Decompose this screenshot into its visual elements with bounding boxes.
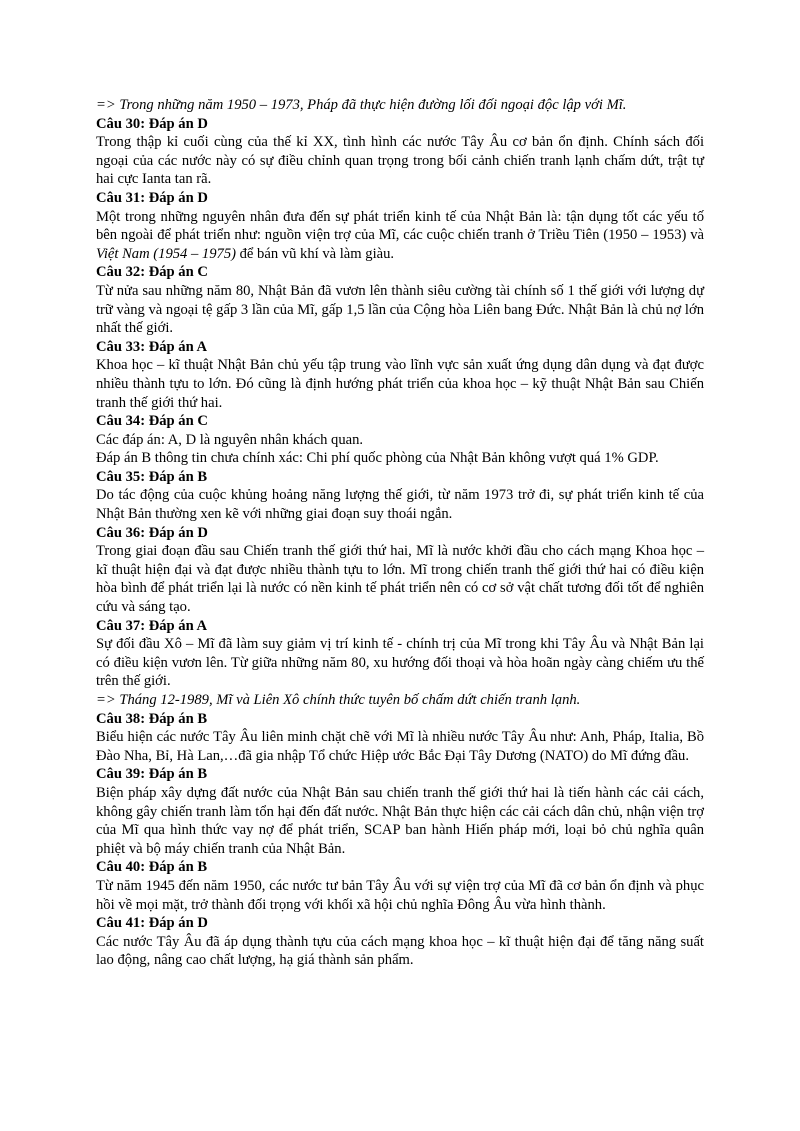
answer-heading: Câu 32: Đáp án C (96, 264, 208, 281)
answer-heading: Câu 34: Đáp án C (96, 413, 208, 430)
conclusion-note: => Tháng 12-1989, Mĩ và Liên Xô chính thức tuyên bố chấm dứt chiến tranh lạnh. (96, 692, 581, 708)
answer-paragraph (96, 208, 704, 264)
answer-section-34 (96, 412, 704, 468)
answer-text-italic: Việt Nam (1954 – 1975) (96, 245, 236, 262)
answer-paragraph: Các đáp án: A, D là nguyên nhân khách quan. (96, 431, 364, 448)
answer-heading: Câu 38: Đáp án B (96, 710, 208, 727)
answer-section-41 (96, 914, 704, 970)
answer-section-39 (96, 765, 704, 858)
answer-section-31 (96, 189, 704, 263)
intro-note: => Trong những năm 1950 – 1973, Pháp đã thực hiện đường lối đối ngoại độc lập với Mĩ. (96, 97, 627, 113)
answer-text: để bán vũ khí và làm giàu. (235, 245, 395, 262)
answer-paragraph: Trong thập kỉ cuối cùng của thế kỉ XX, tình hình các nước Tây Âu cơ bản ổn định. Chính sách đối ngoại của các nước này có sự điều chỉnh quan trọng trong bối cảnh chiến tranh lạnh chấm dứt, trật tự hai cực Ianta tan rã. (96, 134, 704, 188)
answer-heading: Câu 35: Đáp án B (96, 468, 208, 485)
answer-section-30 (96, 115, 704, 189)
document-page (96, 96, 704, 970)
answer-heading: Câu 41: Đáp án D (96, 915, 208, 932)
answer-heading: Câu 37: Đáp án A (96, 617, 208, 634)
answer-heading: Câu 39: Đáp án B (96, 766, 208, 783)
answer-paragraph: Khoa học – kĩ thuật Nhật Bản chủ yếu tập trung vào lĩnh vực sản xuất ứng dụng dân dụng và đạt được nhiều thành tựu to lớn. Đó cũng là định hướng phát triển của khoa học – kỹ thuật Nhật Bản sau Chiến tranh thế giới thứ hai. (96, 357, 704, 411)
answer-paragraph: Từ năm 1945 đến năm 1950, các nước tư bản Tây Âu với sự viện trợ của Mĩ đã cơ bản ổn định và phục hồi về mọi mặt, trở thành đối trọng với khối xã hội chủ nghĩa Đông Âu vừa hình thành. (96, 877, 704, 913)
answer-paragraph: Biện pháp xây dựng đất nước của Nhật Bản sau chiến tranh thế giới thứ hai là tiến hành các cải cách, không gây chiến tranh làm tổn hại đến đất nước. Nhật Bản thực hiện các cải cách dân chủ, nhận viện trợ của Mĩ qua hình thức vay nợ để phát triển, SCAP ban hành Hiến pháp mới, loại bỏ chủ nghĩa quân phiệt và bộ máy chiến tranh của Nhật Bản. (96, 784, 704, 857)
answer-paragraph: Từ nửa sau những năm 80, Nhật Bản đã vươn lên thành siêu cường tài chính số 1 thế giới với lượng dự trữ vàng và ngoại tệ gấp 3 lần của Mĩ, gấp 1,5 lần của Cộng hòa Liên bang Đức. Nhật Bản là chủ nợ lớn nhất thế giới. (96, 282, 704, 337)
answer-section-38 (96, 710, 704, 766)
answer-section-40 (96, 858, 704, 914)
answer-section-35 (96, 468, 704, 524)
answer-paragraph: Do tác động của cuộc khủng hoảng năng lượng thế giới, từ năm 1973 trở đi, sự phát triển kinh tế của Nhật Bản thường xen kẽ với những giai đoạn suy thoái ngắn. (96, 487, 704, 523)
answer-heading: Câu 36: Đáp án D (96, 524, 208, 541)
answer-paragraph: Trong giai đoạn đầu sau Chiến tranh thế giới thứ hai, Mĩ là nước khởi đầu cho cách mạng Khoa học – kĩ thuật hiện đại và đạt được nhiều thành tựu to lớn. Mĩ trong chiến tranh thế giới thứ hai có điều kiện hòa bình để phát triển lại là nước có nền kinh tế phát triển nên có cơ sở vật chất tương đối tốt để nghiên cứu và sáng tạo. (96, 543, 704, 616)
answer-section-37 (96, 617, 704, 710)
answer-heading: Câu 31: Đáp án D (96, 189, 208, 206)
answer-heading: Câu 33: Đáp án A (96, 338, 208, 355)
answer-heading: Câu 40: Đáp án B (96, 859, 208, 876)
answer-paragraph: Biểu hiện các nước Tây Âu liên minh chặt chẽ với Mĩ là nhiều nước Tây Âu như: Anh, Pháp, Italia, Bồ Đào Nha, Bỉ, Hà Lan,…đã gia nhập Tổ chức Hiệp ước Bắc Đại Tây Dương (NATO) do Mĩ đứng đầu. (96, 729, 704, 764)
answer-section-36 (96, 524, 704, 617)
answer-section-33 (96, 338, 704, 412)
answer-paragraph: Đáp án B thông tin chưa chính xác: Chi phí quốc phòng của Nhật Bản không vượt quá 1% GDP. (96, 450, 659, 467)
answer-text: Một trong những nguyên nhân đưa đến sự phát triển kinh tế của Nhật Bản là: tận dụng tốt các yếu tố bên ngoài để phát triển như: nguồn viện trợ của Mĩ, các cuộc chiến tranh ở Triều Tiên (1950 – 1953) và (96, 208, 704, 244)
answer-paragraph: Sự đối đầu Xô – Mĩ đã làm suy giảm vị trí kinh tế - chính trị của Mĩ trong khi Tây Âu và Nhật Bản lại có điều kiện vươn lên. Từ giữa những năm 80, xu hướng đối thoại và hòa hoãn ngày càng chiếm ưu thế trên thế giới. (96, 636, 704, 690)
answer-heading: Câu 30: Đáp án D (96, 115, 208, 132)
answer-section-32 (96, 263, 704, 337)
answer-paragraph: Các nước Tây Âu đã áp dụng thành tựu của cách mạng khoa học – kĩ thuật hiện đại để tăng năng suất lao động, nâng cao chất lượng, hạ giá thành sản phẩm. (96, 933, 704, 969)
